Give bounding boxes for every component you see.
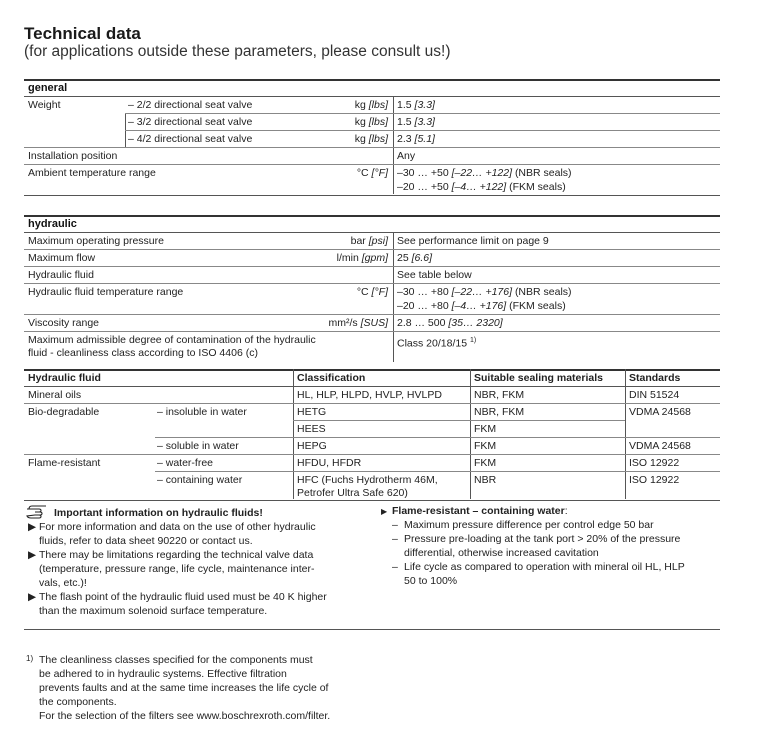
column-header: Classification [297, 372, 366, 384]
page-subtitle: (for applications outside these parameters, please consult us!) [24, 43, 451, 60]
classification: HFDU, HFDR [297, 457, 362, 469]
divider [155, 437, 720, 438]
divider [24, 266, 720, 267]
divider [125, 113, 720, 114]
value: –20 … +80 [–4… +176] (FKM seals) [397, 300, 566, 312]
row-label: Weight [28, 99, 61, 111]
value: –30 … +50 [–22… +122] (NBR seals) [397, 167, 572, 179]
footnote-line: prevents faults and at the same time increases the life cycle of [39, 682, 329, 694]
value: See performance limit on page 9 [397, 235, 549, 247]
column-divider [470, 369, 471, 499]
sealing-material: NBR, FKM [474, 406, 525, 418]
divider [24, 96, 720, 97]
classification: HETG [297, 406, 327, 418]
value: –30 … +80 [–22… +176] (NBR seals) [397, 286, 572, 298]
unit: °C [°F] [356, 167, 388, 179]
value: 1.5 [3.3] [397, 99, 435, 111]
unit: bar [psi] [350, 235, 388, 247]
footnote-line: The cleanliness classes specified for the components must [39, 654, 313, 666]
classification: HEES [297, 423, 326, 435]
unit: kg [lbs] [354, 133, 388, 145]
unit: kg [lbs] [354, 116, 388, 128]
row-label: Maximum admissible degree of contamination of the hydraulic [28, 334, 316, 346]
pointing-hand-icon [26, 505, 48, 519]
fluid-name: Flame-resistant [28, 457, 101, 469]
column-header: Standards [629, 372, 681, 384]
important-heading: Important information on hydraulic fluids! [54, 507, 263, 519]
column-divider [393, 232, 394, 362]
footnote-line: the components. [39, 696, 117, 708]
divider [24, 500, 720, 501]
row-label: Hydraulic fluid temperature range [28, 286, 184, 298]
flame-heading: Flame-resistant – containing water: [392, 505, 568, 517]
note-line: (temperature, pressure range, life cycle, maintenance inter- [39, 563, 315, 575]
note-line: The flash point of the hydraulic fluid used must be 40 K higher [39, 591, 327, 603]
note-line: Maximum pressure difference per control edge 50 bar [404, 519, 654, 531]
divider [24, 331, 720, 332]
column-divider [393, 96, 394, 194]
fluid-sub: – containing water [157, 474, 243, 486]
standard: ISO 12922 [629, 457, 680, 469]
column-header: Hydraulic fluid [28, 372, 101, 384]
divider [125, 130, 720, 131]
divider [293, 420, 625, 421]
fluid-sub: – insoluble in water [157, 406, 247, 418]
row-label: Viscosity range [28, 317, 100, 329]
bullet-arrow-icon: ▶ [28, 521, 37, 533]
divider [24, 79, 720, 81]
row-label: Installation position [28, 150, 118, 162]
page-title: Technical data [24, 24, 141, 43]
footnote-line: For the selection of the filters see www.boschrexroth.com/filter. [39, 710, 331, 722]
note-line: than the maximum solenoid surface temperature. [39, 605, 268, 617]
divider [24, 249, 720, 250]
standard: DIN 51524 [629, 389, 680, 401]
value: Class 20/18/15 $^{1)}$ [397, 337, 477, 350]
divider [24, 629, 720, 630]
value: 2.8 … 500 [35… 2320] [397, 317, 503, 329]
value: 2.3 [5.1] [397, 133, 435, 145]
note-line: differential, otherwise increased cavitation [404, 547, 599, 559]
note-line: For more information and data on the use of other hydraulic [39, 521, 316, 533]
row-sublabel: – 3/2 directional seat valve [128, 116, 253, 128]
divider [24, 215, 720, 217]
note-line: Pressure pre-loading at the tank port > 20% of the pressure [404, 533, 681, 545]
standard: VDMA 24568 [629, 406, 691, 418]
row-sublabel: – 2/2 directional seat valve [128, 99, 253, 111]
divider [24, 454, 720, 455]
fluid-sub: – soluble in water [157, 440, 239, 452]
sealing-material: FKM [474, 423, 497, 435]
column-header: Suitable sealing materials [474, 372, 603, 384]
unit: °C [°F] [356, 286, 388, 298]
value: 25 [6.6] [397, 252, 433, 264]
value: See table below [397, 269, 472, 281]
classification: HL, HLP, HLPD, HVLP, HVLPD [297, 389, 442, 401]
note-line: Life cycle as compared to operation with mineral oil HL, HLP [404, 561, 685, 573]
dash: – [392, 519, 398, 531]
value: 1.5 [3.3] [397, 116, 435, 128]
divider [24, 283, 720, 284]
section-heading-hydraulic: hydraulic [28, 218, 77, 230]
bullet-arrow-icon: ▶ [381, 507, 388, 516]
divider [24, 164, 720, 165]
section-heading-general: general [28, 82, 68, 94]
note-line: vals, etc.)! [39, 577, 87, 589]
fluid-name: Bio-degradable [28, 406, 100, 418]
standard: VDMA 24568 [629, 440, 691, 452]
column-divider [625, 369, 626, 499]
classification: Petrofer Ultra Safe 620) [297, 487, 408, 499]
divider [24, 403, 720, 404]
footnote-marker: 1) [26, 654, 34, 663]
value: –20 … +50 [–4… +122] (FKM seals) [397, 181, 566, 193]
standard: ISO 12922 [629, 474, 680, 486]
sealing-material: FKM [474, 440, 497, 452]
divider [24, 195, 720, 196]
divider [24, 386, 720, 387]
sealing-material: FKM [474, 457, 497, 469]
unit: mm²/s [SUS] [328, 317, 388, 329]
row-sublabel: – 4/2 directional seat valve [128, 133, 253, 145]
unit: kg [lbs] [354, 99, 388, 111]
note-line: fluids, refer to data sheet 90220 or contact us. [39, 535, 253, 547]
sealing-material: NBR [474, 474, 497, 486]
divider [24, 369, 720, 371]
divider [24, 232, 720, 233]
divider [24, 314, 720, 315]
divider [155, 471, 720, 472]
value: Any [397, 150, 416, 162]
column-divider [293, 369, 294, 499]
dash: – [392, 533, 398, 545]
row-label: fluid - cleanliness class according to ISO 4406 (c) [28, 347, 258, 359]
row-label: Maximum flow [28, 252, 96, 264]
divider [24, 147, 720, 148]
fluid-name: Mineral oils [28, 389, 82, 401]
dash: – [392, 561, 398, 573]
classification: HFC (Fuchs Hydrotherm 46M, [297, 474, 438, 486]
row-label: Ambient temperature range [28, 167, 156, 179]
note-line: 50 to 100% [404, 575, 458, 587]
note-line: There may be limitations regarding the technical valve data [39, 549, 314, 561]
sealing-material: NBR, FKM [474, 389, 525, 401]
classification: HEPG [297, 440, 327, 452]
row-label: Maximum operating pressure [28, 235, 164, 247]
bullet-arrow-icon: ▶ [28, 591, 37, 603]
unit: l/min [gpm] [336, 252, 388, 264]
row-label: Hydraulic fluid [28, 269, 94, 281]
bullet-arrow-icon: ▶ [28, 549, 37, 561]
fluid-sub: – water-free [157, 457, 214, 469]
footnote-line: be adhered to in hydraulic systems. Effective filtration [39, 668, 287, 680]
